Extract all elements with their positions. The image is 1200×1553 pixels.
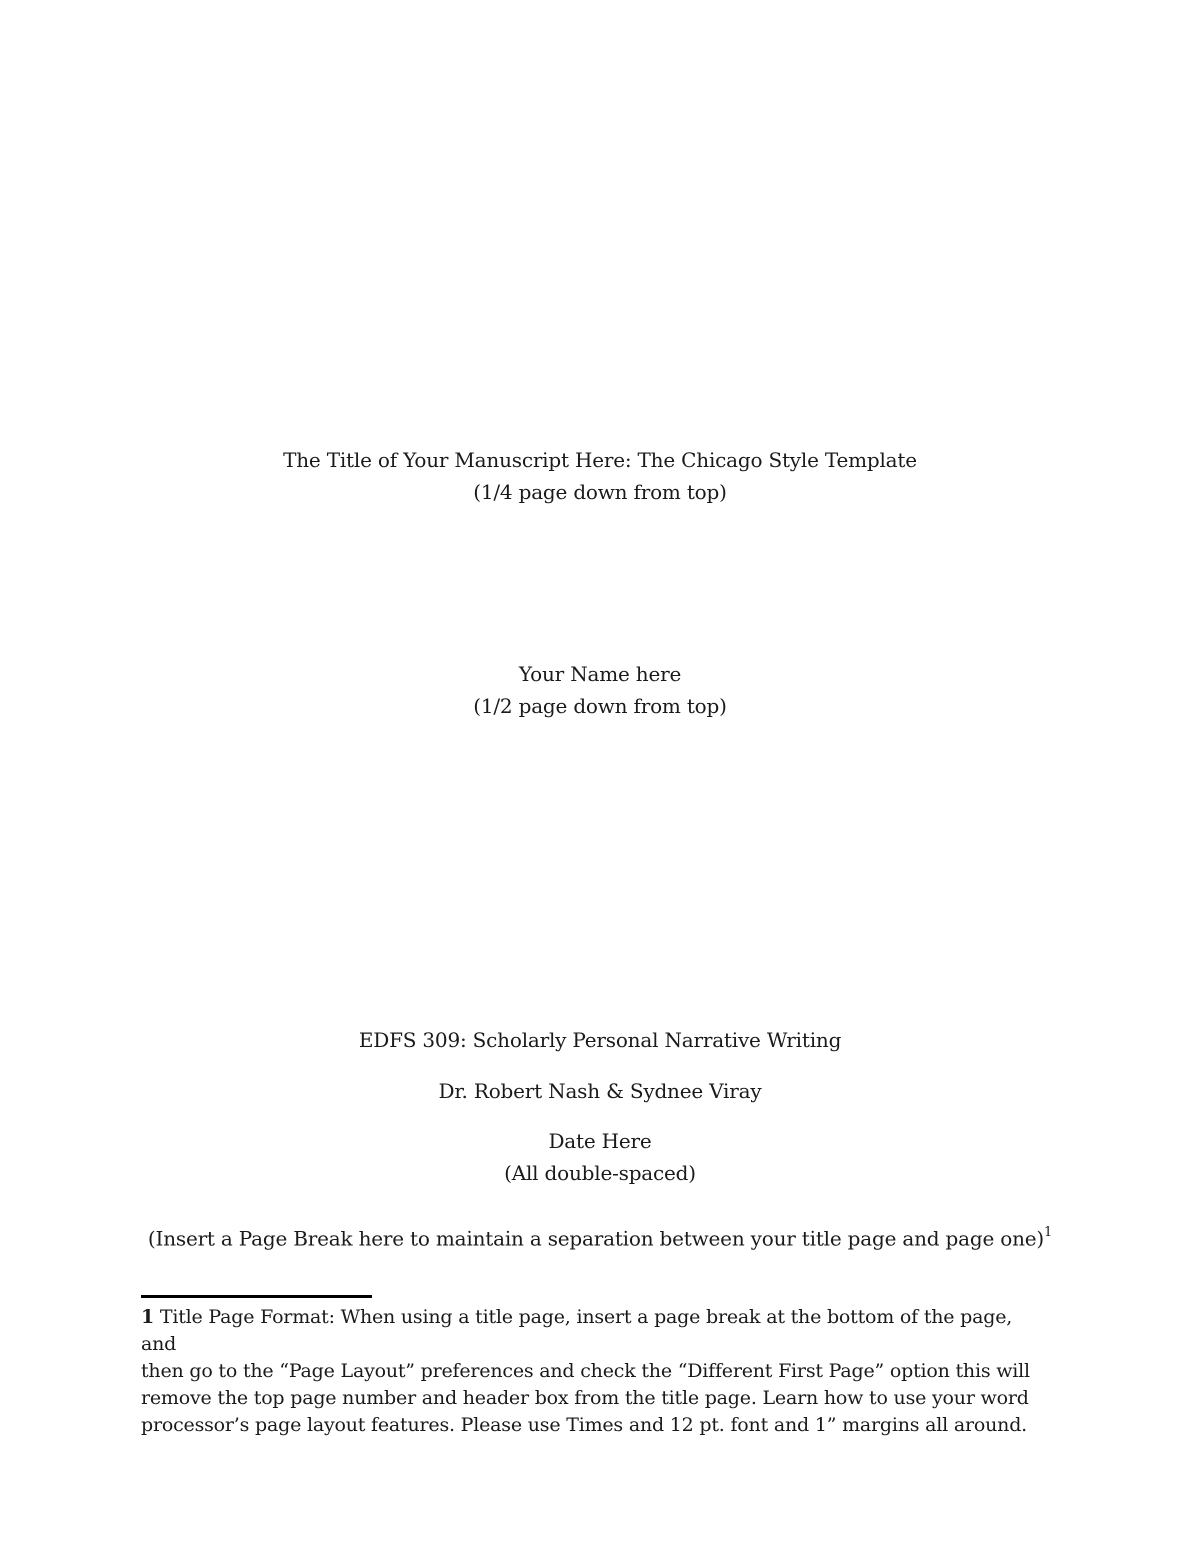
footnote-line: remove the top page number and header box from the title page. Learn how to use your word (141, 1387, 1029, 1409)
manuscript-title: The Title of Your Manuscript Here: The Chicago Style Template (283, 448, 917, 472)
footnote (141, 1304, 1041, 1439)
footnote-line: processor’s page layout features. Please use Times and 12 pt. font and 1” margins all around. (141, 1414, 1028, 1436)
footnote-line (141, 1304, 1041, 1358)
page-break-note-text: (Insert a Page Break here to maintain a separation between your title page and page one) (147, 1226, 1045, 1251)
title-position-note: (1/4 page down from top) (473, 480, 727, 504)
footnote-text: Title Page Format: When using a title page, insert a page break at the bottom of the page, and (141, 1306, 1013, 1355)
footnote-separator (141, 1295, 372, 1298)
spacing-note: (All double-spaced) (504, 1161, 696, 1185)
date: Date Here (548, 1129, 652, 1153)
author-position-note: (1/2 page down from top) (473, 694, 727, 718)
footnote-number: 1 (141, 1306, 155, 1328)
footnote-line: then go to the “Page Layout” preferences and check the “Different First Page” option this will (141, 1360, 1030, 1382)
author-name: Your Name here (518, 662, 682, 686)
course-name: EDFS 309: Scholarly Personal Narrative Writing (358, 1028, 842, 1052)
instructors: Dr. Robert Nash & Sydnee Viray (438, 1079, 762, 1103)
page-break-note (0, 1220, 1200, 1254)
footnote-reference[interactable]: 1 (1044, 1225, 1053, 1240)
